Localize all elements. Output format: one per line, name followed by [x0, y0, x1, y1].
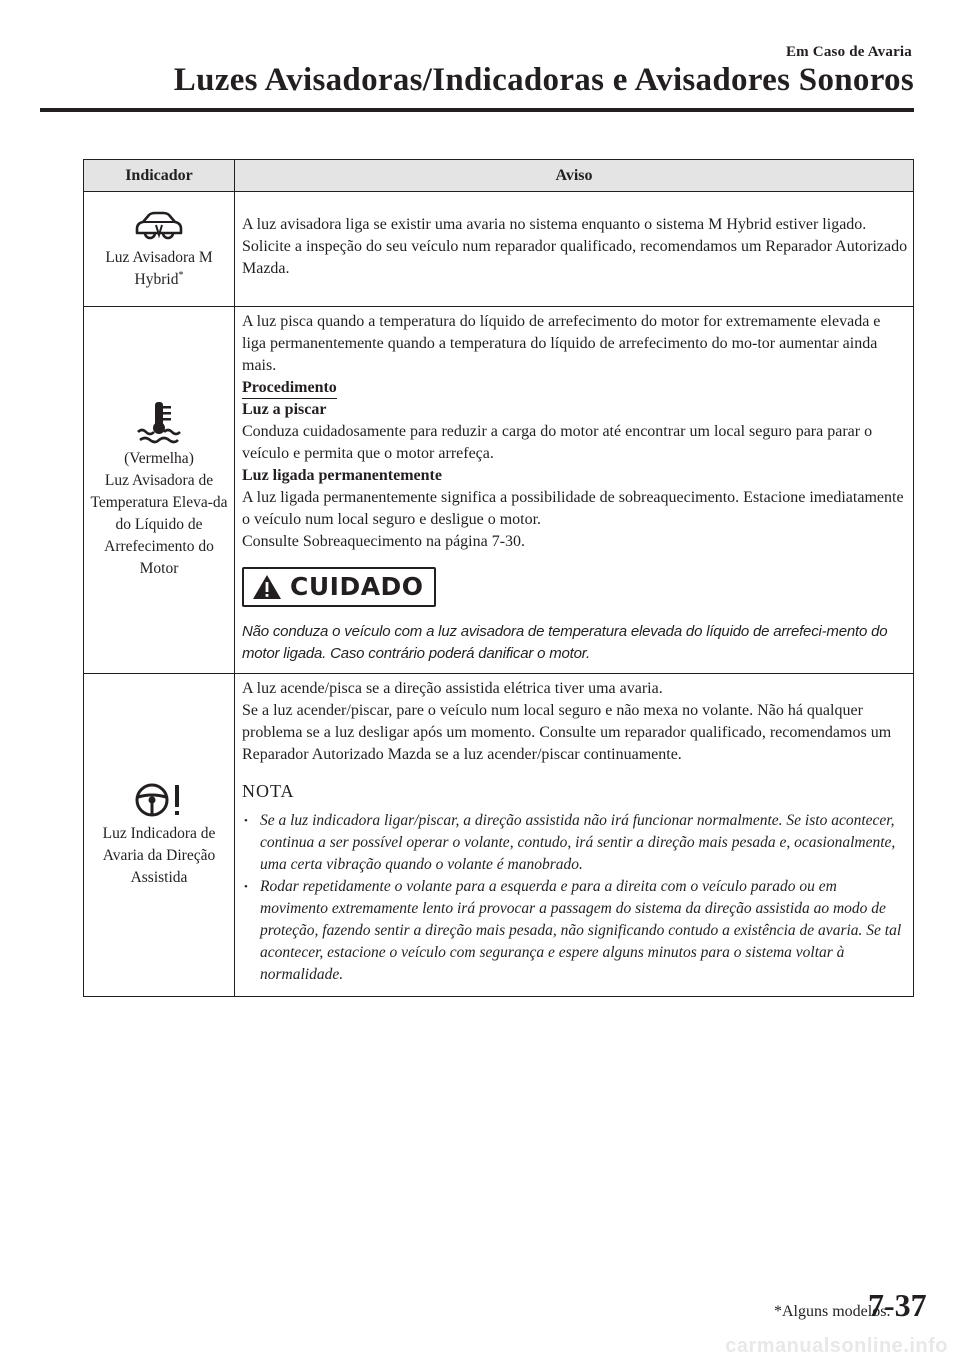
table-header-row — [84, 160, 914, 192]
warning-intro: A luz pisca quando a temperatura do líquido de arrefecimento do motor for extremamente elevada e liga permanentemente quando a temperatura do líquido de arrefecimento do mo-tor aumentar ainda mais. — [242, 313, 881, 374]
warning-text: Se a luz acender/piscar, pare o veículo num local seguro e não mexa no volante. Não há qualquer problema se a luz desligar após um momento. Consulte um reparador qualificado, recomendamos um Reparador Autorizado Mazda se a luz acender/piscar continuamente. — [242, 702, 892, 763]
flashing-heading: Luz a piscar — [242, 401, 327, 418]
indicator-cell — [84, 192, 235, 307]
steady-heading: Luz ligada permanentemente — [242, 467, 442, 484]
column-header-warning: Aviso — [235, 160, 914, 192]
warning-cell — [235, 192, 914, 307]
m-hybrid-warning-icon — [131, 207, 187, 243]
caution-badge — [242, 567, 436, 607]
list-item: • Rodar repetidamente o volante para a esquerda e para a direita com o veículo parado ou em movimento extremamente lento irá provocar a passagem do sistema da direção assistida ao modo de proteção, fazendo sentir a direção mais pesada, não significando contudo a existência de avaria. Se tal acontecer, estacione o veículo com segurança e espere alguns minutos para o sistema voltar à normalidade. — [242, 876, 908, 986]
section-label: Em Caso de Avaria — [785, 44, 912, 60]
footnote: *Alguns modelos. — [774, 1303, 891, 1320]
procedure-heading: Procedimento — [242, 378, 337, 399]
warning-lights-table — [83, 159, 914, 997]
some-models-mark: * — [178, 269, 184, 281]
table-row — [84, 192, 914, 307]
indicator-name: Luz Avisadora M Hybrid — [105, 249, 213, 288]
flashing-text: Conduza cuidadosamente para reduzir a carga do motor até encontrar um local seguro para parar o veículo e permita que o motor arrefeça. — [242, 423, 873, 462]
warning-text: A luz avisadora liga se existir uma avaria no sistema enquanto o sistema M Hybrid estiver ligado. Solicite a inspeção do seu veículo num reparador qualificado, recomendamos um Reparador Autorizado Mazda. — [242, 216, 908, 277]
list-item: • Se a luz indicadora ligar/piscar, a direção assistida não irá funcionar normalmente. Se isto acontecer, continua a ser possível operar o volante, contudo, irá sentir a direção mais pesada e, ocasionalmente, uma certa vibração quando o volante é manobrado. — [242, 810, 908, 876]
warning-cell — [235, 307, 914, 674]
warning-triangle-icon — [252, 574, 282, 600]
column-header-indicator: Indicador — [84, 160, 235, 192]
page-number: 7-37 — [868, 1287, 927, 1323]
indicator-name: Luz Indicadora de Avaria da Direção Assistida — [102, 825, 216, 886]
caution-label: CUIDADO — [290, 572, 424, 601]
note-list — [242, 810, 908, 988]
coolant-temperature-icon — [135, 400, 183, 444]
indicator-name: Luz Avisadora de Temperatura Eleva-da do Líquido de Arrefecimento do Motor — [90, 472, 228, 577]
watermark: carmanualsonline.info — [725, 1335, 948, 1357]
table-row — [84, 307, 914, 674]
page-reference: Consulte Sobreaquecimento na página 7-30. — [242, 533, 526, 550]
page-title: Luzes Avisadoras/Indicadoras e Avisadores Sonoros — [173, 62, 914, 98]
indicator-cell — [84, 307, 235, 674]
header-rule — [40, 108, 914, 112]
note-heading: NOTA — [242, 781, 295, 801]
warning-cell — [235, 674, 914, 997]
indicator-color-label: (Vermelha) — [124, 450, 194, 467]
steady-text: A luz ligada permanentemente significa a possibilidade de sobreaquecimento. Estacione imediatamente o veículo num local seguro e desligue o motor. — [242, 489, 904, 528]
table-row — [84, 674, 914, 997]
power-steering-warning-icon — [132, 781, 186, 819]
caution-text: Não conduza o veículo com a luz avisadora de temperatura elevada do líquido de arrefeci-mento do motor ligada. Caso contrário poderá danificar o motor. — [242, 623, 888, 662]
warning-text: A luz acende/pisca se a direção assistida elétrica tiver uma avaria. — [242, 680, 663, 697]
indicator-cell — [84, 674, 235, 997]
